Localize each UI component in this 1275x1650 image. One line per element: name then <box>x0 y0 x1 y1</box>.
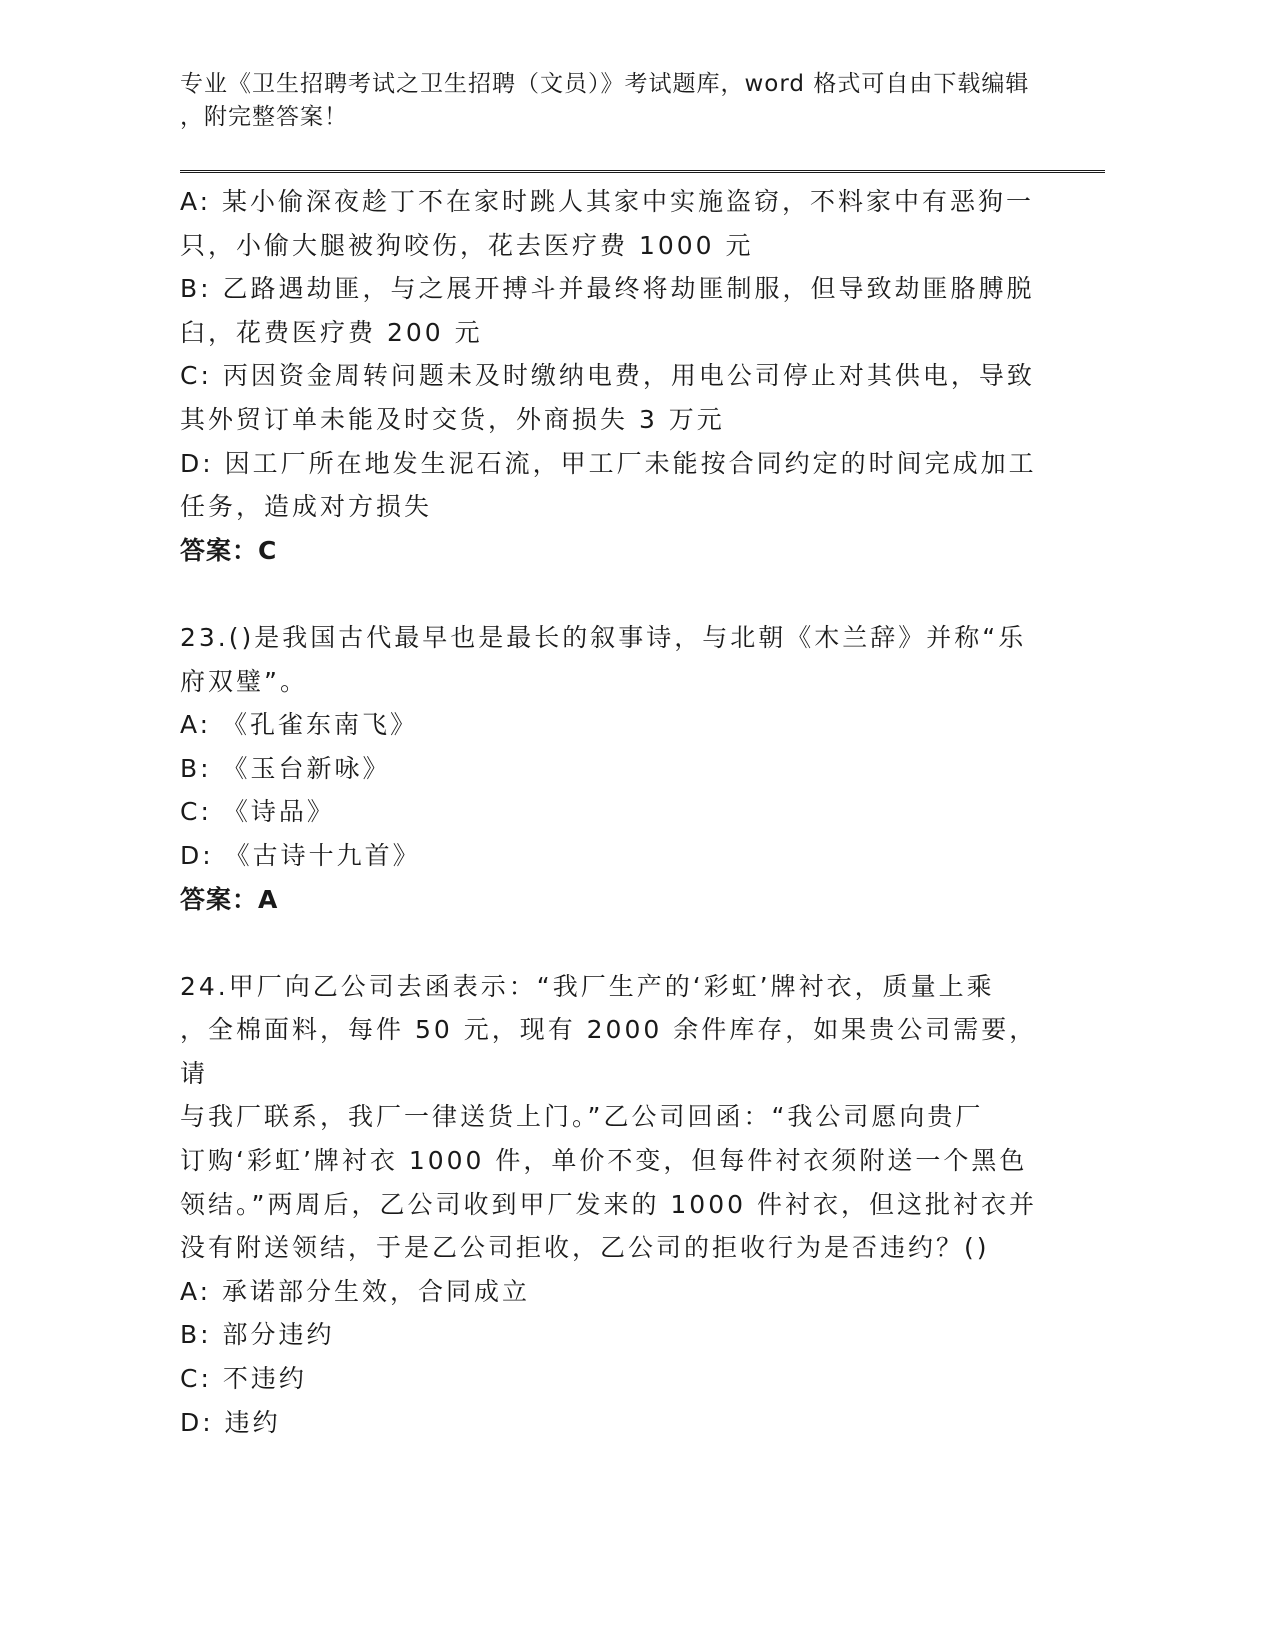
option-b: B: 乙路遇劫匪，与之展开搏斗并最终将劫匪制服，但导致劫匪胳膊脱 <box>180 274 1035 304</box>
question-stem-continued: 领结。”两周后，乙公司收到甲厂发来的 1000 件衬衣，但这批衬衣并 <box>180 1189 1037 1219</box>
header-line: 专业《卫生招聘考试之卫生招聘（文员）》考试题库，word 格式可自由下载编辑 <box>180 71 1030 97</box>
option-b: B: 《玉台新咏》 <box>180 753 391 783</box>
header-divider <box>180 170 1105 173</box>
header-line: ，附完整答案！ <box>180 104 348 130</box>
option-d: D: 《古诗十九首》 <box>180 840 421 870</box>
answer-text: 答案：C <box>180 535 278 565</box>
option-c-continued: 其外贸订单未能及时交货，外商损失 3 万元 <box>180 404 725 434</box>
option-d-continued: 任务，造成对方损失 <box>180 492 433 522</box>
question-stem-continued: 与我厂联系，我厂一律送货上门。”乙公司回函：“我公司愿向贵厂 <box>180 1102 984 1132</box>
option-a-continued: 只，小偷大腿被狗咬伤，花去医疗费 1000 元 <box>180 230 754 260</box>
option-c: C: 不违约 <box>180 1364 307 1394</box>
question-24 <box>180 965 1040 1445</box>
option-b: B: 部分违约 <box>180 1320 335 1350</box>
question-stem-continued: 订购‘彩虹’牌衬衣 1000 件，单价不变，但每件衬衣须附送一个黑色 <box>180 1146 1028 1176</box>
document-header <box>180 68 1040 134</box>
answer-text: 答案：A <box>180 884 279 914</box>
option-d: D: 因工厂所在地发生泥石流，甲工厂未能按合同约定的时间完成加工 <box>180 448 1037 478</box>
option-a: A: 承诺部分生效，合同成立 <box>180 1276 531 1306</box>
option-c: C: 《诗品》 <box>180 797 335 827</box>
question-stem: 24.甲厂向乙公司去函表示：“我厂生产的‘彩虹’牌衬衣，质量上乘 <box>180 971 995 1001</box>
question-23 <box>180 616 1040 921</box>
question-list <box>180 180 1040 1444</box>
option-a: A: 《孔雀东南飞》 <box>180 710 419 740</box>
option-c: C: 丙因资金周转问题未及时缴纳电费，用电公司停止对其供电，导致 <box>180 361 1035 391</box>
option-b-continued: 臼，花费医疗费 200 元 <box>180 317 483 347</box>
option-a: A: 某小偷深夜趁丁不在家时跳人其家中实施盗窃，不料家中有恶狗一 <box>180 187 1035 216</box>
question-22 <box>180 180 1040 572</box>
question-stem-continued: ，全棉面料，每件 50 元，现有 2000 余件库存，如果贵公司需要，请 <box>180 1015 1038 1088</box>
question-stem: 23.()是我国古代最早也是最长的叙事诗，与北朝《木兰辞》并称“乐 <box>180 622 1027 652</box>
question-stem-continued: 没有附送领结，于是乙公司拒收，乙公司的拒收行为是否违约？() <box>180 1233 990 1263</box>
spacer <box>180 572 1040 616</box>
question-stem-continued: 府双璧”。 <box>180 666 308 696</box>
option-d: D: 违约 <box>180 1407 281 1437</box>
spacer <box>180 921 1040 965</box>
